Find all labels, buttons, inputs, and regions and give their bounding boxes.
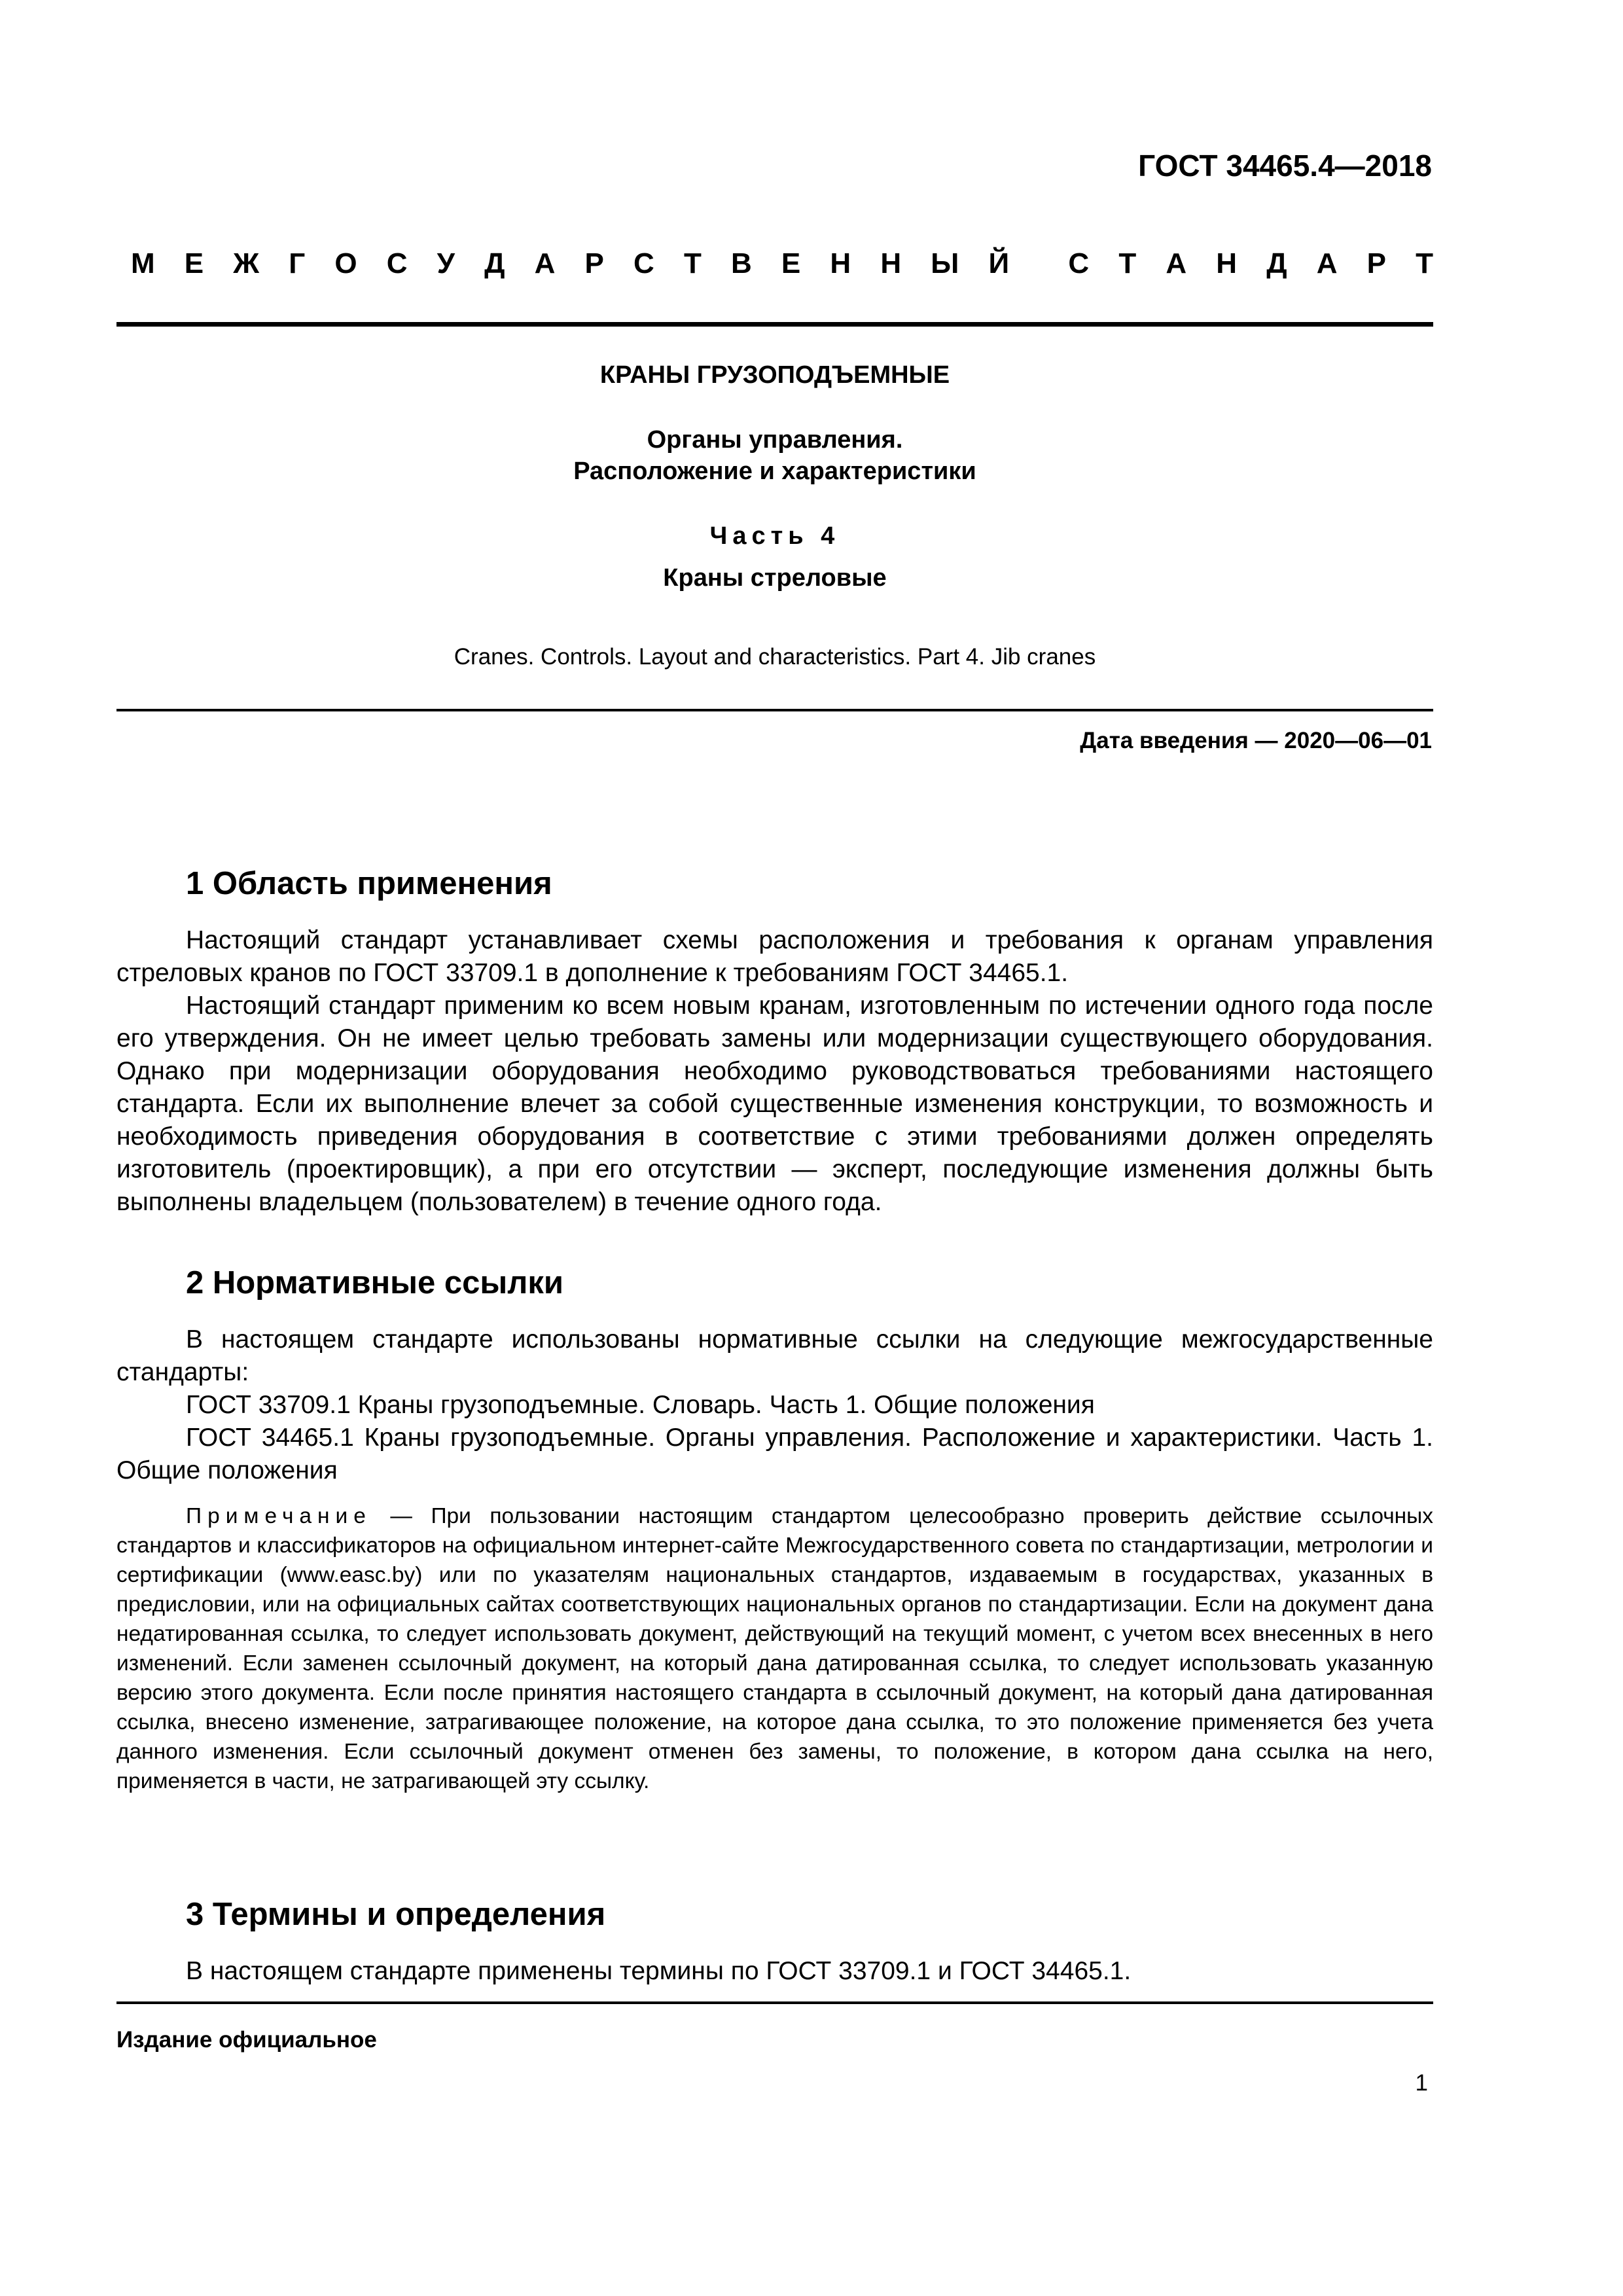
banner-letter: О [334, 247, 357, 279]
note-text: — При пользовании настоящим стандартом целесообразно проверить действие ссылочных стандартов и классификаторов на официальном интернет-сайте Межгосударственного совета по стандартизации, метрологии и сертификации (www.easc.by) или по указателям национальных стандартов, издаваемым в государствах, указанных в предисловии, или на официальных сайтах соответствующих национальных органов по стандартизации. Если на документ дана недатированная ссылка, то следует использовать документ, действующий на текущий момент, с учетом всех внесенных в него изменений. Если заменен ссылочный документ, на который дана датированная ссылка, то следует использовать указанную версию этого документа. Если после принятия настоящего стандарта в ссылочный документ, на который дана датированная ссылка, внесено изменение, затрагивающее положение, на которое дана ссылка, то это положение применяется без учета данного изменения. Если ссылочный документ отменен без замены, то положение, в котором дана ссылка на него, применяется в части, не затрагивающей эту ссылку. [116, 1504, 1433, 1793]
banner-letter: М [131, 247, 155, 279]
page-number: 1 [1415, 2070, 1428, 2096]
document-subtitle [116, 424, 1433, 487]
interstate-standard-banner [131, 247, 1433, 280]
section-scope [116, 865, 1433, 1219]
banner-letter: Д [1266, 247, 1287, 279]
banner-letter: Й [988, 247, 1010, 279]
banner-letter: У [437, 247, 455, 279]
reference-item: ГОСТ 33709.1 Краны грузоподъемные. Словарь. Часть 1. Общие положения [186, 1391, 1095, 1419]
header-divider [116, 322, 1433, 327]
document-title: КРАНЫ ГРУЗОПОДЪЕМНЫЕ [599, 361, 950, 389]
english-title: Cranes. Controls. Layout and characteristics. Part 4. Jib cranes [454, 644, 1096, 670]
standard-number: ГОСТ 34465.4—2018 [1138, 149, 1432, 183]
section-heading: 3 Термины и определения [186, 1897, 606, 1932]
banner-letter: С [386, 247, 408, 279]
banner-letter: А [1166, 247, 1187, 279]
banner-letter: Н [1216, 247, 1238, 279]
paragraph: Настоящий стандарт устанавливает схемы расположения и требования к органам управления стреловых кранов по ГОСТ 33709.1 в дополнение к требованиям ГОСТ 34465.1. [116, 926, 1433, 987]
footer-divider [116, 2001, 1433, 2004]
banner-letter: А [1316, 247, 1338, 279]
note-label: Примечание [186, 1504, 372, 1528]
paragraph: Настоящий стандарт применим ко всем новым кранам, изготовленным по истечении одного года после его утверждения. Он не имеет целью требовать замены или модернизации существующего оборудования. Однако при модернизации оборудования необходимо руководствоваться требованиями настоящего стандарта. Если их выполнение влечет за собой существенные изменения конструкции, то возможность и необходимость приведения оборудования в соответствие с этими требованиями должен определять изготовитель (проектировщик), а при его отсутствии — эксперт, последующие изменения должны быть выполнены владельцем (пользователем) в течение одного года. [116, 992, 1433, 1216]
banner-letter: Д [484, 247, 505, 279]
section-normative-references [116, 1265, 1433, 1796]
paragraph: В настоящем стандарте использованы нормативные ссылки на следующие межгосударственные стандарты: [116, 1325, 1433, 1386]
title-divider [116, 709, 1433, 711]
reference-item: ГОСТ 34465.1 Краны грузоподъемные. Органы управления. Расположение и характеристики. Часть 1. Общие положения [116, 1424, 1433, 1484]
section-heading: 2 Нормативные ссылки [186, 1265, 563, 1300]
introduction-date: Дата введения — 2020—06—01 [1080, 728, 1432, 753]
banner-letter: Е [184, 247, 204, 279]
banner-letter: Ы [931, 247, 959, 279]
paragraph: В настоящем стандарте применены термины по ГОСТ 33709.1 и ГОСТ 34465.1. [186, 1957, 1132, 1985]
subtitle-line-1: Органы управления. [647, 426, 903, 454]
banner-letter: С [1068, 247, 1090, 279]
banner-letter: Н [830, 247, 851, 279]
banner-letter: Р [584, 247, 604, 279]
banner-letter: В [731, 247, 752, 279]
banner-letter: Н [880, 247, 902, 279]
subtitle-line-2: Расположение и характеристики [573, 457, 976, 485]
banner-letter: Р [1366, 247, 1386, 279]
banner-letter: А [534, 247, 556, 279]
note [116, 1501, 1433, 1796]
banner-letter: Г [289, 247, 306, 279]
banner-letter: Т [1416, 247, 1433, 279]
official-edition-label: Издание официальное [116, 2027, 377, 2053]
section-terms [116, 1896, 1433, 1988]
part-label: Часть 4 [709, 522, 840, 550]
part-title: Краны стреловые [663, 564, 887, 592]
banner-letter: Е [781, 247, 801, 279]
banner-letter: С [633, 247, 654, 279]
banner-letter: Ж [233, 247, 260, 279]
banner-letter: Т [1118, 247, 1137, 279]
section-heading: 1 Область применения [186, 866, 552, 901]
banner-letter: Т [683, 247, 702, 279]
